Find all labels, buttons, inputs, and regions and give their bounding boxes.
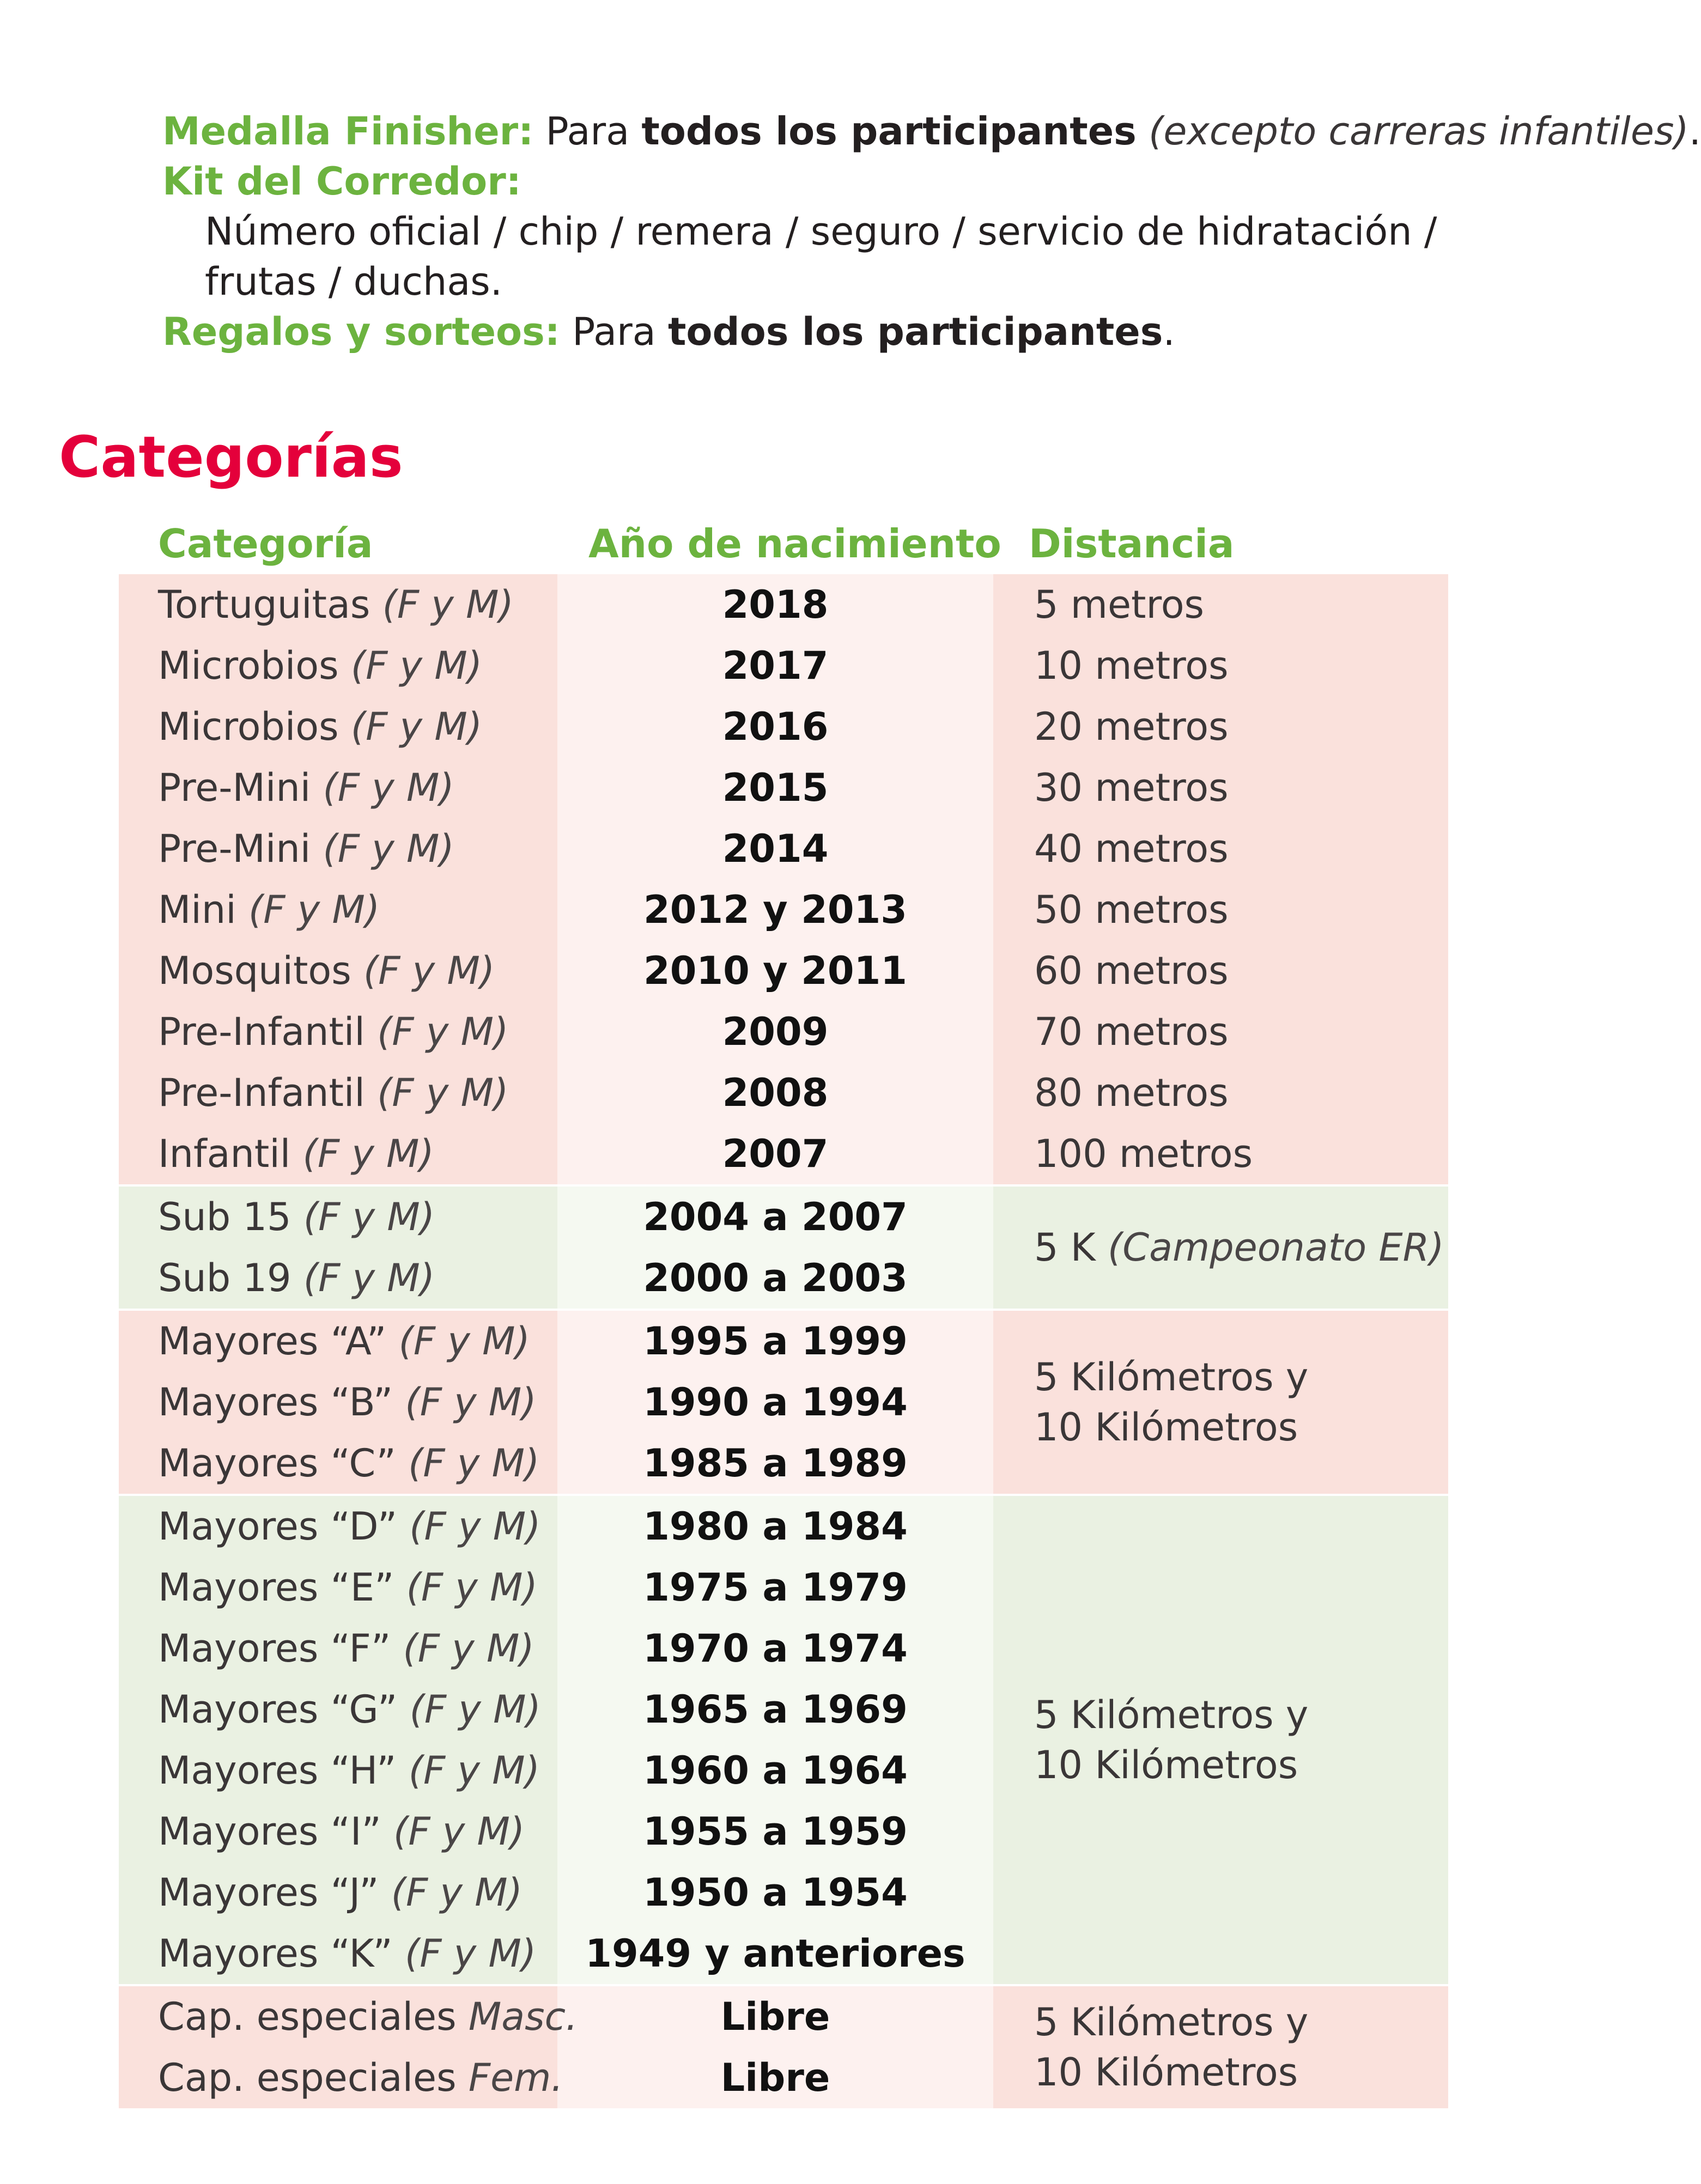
category-sex: (F y M) bbox=[350, 704, 483, 749]
category-name: Sub 15 bbox=[158, 1195, 291, 1239]
category-cell bbox=[158, 1372, 537, 1433]
header-categoria: Categoría bbox=[158, 521, 373, 567]
birth-year-cell: 2009 bbox=[722, 1009, 829, 1054]
category-sex: (F y M) bbox=[408, 1748, 540, 1793]
table-row bbox=[119, 1618, 1448, 1679]
birth-year-cell: 1949 y anteriores bbox=[585, 1931, 965, 1976]
medalla-label: Medalla Finisher: bbox=[162, 109, 534, 154]
category-sex: (F y M) bbox=[409, 1687, 541, 1732]
group-distance-text: 10 Kilómetros bbox=[1034, 2050, 1298, 2095]
category-name: Mayores “K” bbox=[158, 1931, 393, 1976]
category-sex: (F y M) bbox=[350, 643, 483, 688]
category-sex: (F y M) bbox=[377, 1009, 509, 1054]
category-sex: Masc. bbox=[468, 1994, 578, 2039]
category-cell bbox=[158, 940, 495, 1001]
category-group-2 bbox=[119, 1187, 1448, 1309]
category-name: Sub 19 bbox=[158, 1256, 291, 1300]
category-name: Microbios bbox=[158, 643, 339, 688]
category-sex: (F y M) bbox=[363, 948, 495, 993]
birth-year-cell: Libre bbox=[720, 1994, 830, 2039]
birth-year-cell: 2000 a 2003 bbox=[643, 1256, 908, 1300]
group-distance-note: (Campeonato ER) bbox=[1107, 1225, 1444, 1270]
category-sex: (F y M) bbox=[398, 1319, 530, 1364]
group-distance-line bbox=[1034, 1222, 1444, 1273]
category-cell bbox=[158, 1187, 435, 1248]
birth-year-cell: 1995 a 1999 bbox=[643, 1319, 908, 1364]
table-row bbox=[119, 1557, 1448, 1618]
category-name: Mayores “I” bbox=[158, 1809, 381, 1854]
group-distance-text: 5 Kilómetros y bbox=[1034, 2000, 1309, 2045]
category-name: Mayores “A” bbox=[158, 1319, 387, 1364]
table-row bbox=[119, 940, 1448, 1001]
birth-year-cell: 1970 a 1974 bbox=[643, 1626, 908, 1671]
category-cell bbox=[158, 818, 454, 879]
category-cell bbox=[158, 1986, 578, 2047]
category-name: Microbios bbox=[158, 704, 339, 749]
category-cell bbox=[158, 1679, 541, 1740]
category-cell bbox=[158, 635, 482, 696]
distance-cell: 40 metros bbox=[1034, 826, 1229, 871]
table-row bbox=[119, 818, 1448, 879]
distance-cell: 20 metros bbox=[1034, 704, 1229, 749]
category-cell bbox=[158, 1862, 523, 1923]
category-name: Mayores “D” bbox=[158, 1504, 397, 1549]
category-name: Mayores “J” bbox=[158, 1870, 379, 1915]
category-name: Mayores “C” bbox=[158, 1441, 396, 1486]
group-distance-text: 5 Kilómetros y bbox=[1034, 1693, 1309, 1737]
group-distance-line bbox=[1034, 2047, 1308, 2097]
category-sex: (F y M) bbox=[248, 887, 380, 932]
medalla-end: . bbox=[1688, 109, 1701, 154]
table-row bbox=[119, 1496, 1448, 1557]
category-cell bbox=[158, 1001, 508, 1062]
category-sex: (F y M) bbox=[382, 582, 514, 627]
category-sex: (F y M) bbox=[406, 1565, 538, 1610]
category-sex: (F y M) bbox=[409, 1504, 541, 1549]
birth-year-cell: 2012 y 2013 bbox=[643, 887, 908, 932]
table-row bbox=[119, 1862, 1448, 1923]
birth-year-cell: 2008 bbox=[722, 1070, 829, 1115]
category-sex: (F y M) bbox=[302, 1131, 434, 1176]
category-name: Mini bbox=[158, 887, 236, 932]
medalla-text-2 bbox=[1137, 109, 1149, 154]
kit-line-1: Número oficial / chip / remera / seguro / servicio de hidratación / bbox=[205, 209, 1437, 254]
category-sex: (F y M) bbox=[323, 826, 454, 871]
distance-cell: 30 metros bbox=[1034, 765, 1229, 810]
kit-line-2: frutas / duchas. bbox=[205, 259, 502, 304]
table-row bbox=[119, 696, 1448, 757]
group-distance-line bbox=[1034, 1690, 1308, 1740]
category-sex: (F y M) bbox=[405, 1380, 537, 1425]
section-title: Categorías bbox=[59, 424, 403, 490]
table-row bbox=[119, 757, 1448, 818]
category-sex: (F y M) bbox=[393, 1809, 525, 1854]
table-row bbox=[119, 1001, 1448, 1062]
category-group-1 bbox=[119, 574, 1448, 1184]
distance-cell: 80 metros bbox=[1034, 1070, 1229, 1115]
birth-year-cell: 1975 a 1979 bbox=[643, 1565, 908, 1610]
category-cell bbox=[158, 1801, 525, 1862]
group-distance-text: 10 Kilómetros bbox=[1034, 1743, 1298, 1787]
category-name: Cap. especiales bbox=[158, 1994, 457, 2039]
category-sex: (F y M) bbox=[403, 1626, 534, 1671]
category-sex: (F y M) bbox=[303, 1195, 435, 1239]
category-cell bbox=[158, 1433, 539, 1494]
category-name: Mayores “G” bbox=[158, 1687, 398, 1732]
birth-year-cell: Libre bbox=[720, 2055, 830, 2100]
group-distance-line bbox=[1034, 1352, 1308, 1402]
regalos-text-1: Para bbox=[560, 309, 668, 354]
category-sex: Fem. bbox=[468, 2055, 563, 2100]
category-cell bbox=[158, 1923, 536, 1984]
birth-year-cell: 1960 a 1964 bbox=[643, 1748, 908, 1793]
birth-year-cell: 1985 a 1989 bbox=[643, 1441, 908, 1486]
category-group-4 bbox=[119, 1496, 1448, 1984]
birth-year-cell: 1965 a 1969 bbox=[643, 1687, 908, 1732]
table-row bbox=[119, 1801, 1448, 1862]
medalla-italic: (excepto carreras infantiles) bbox=[1149, 109, 1689, 154]
medalla-line bbox=[162, 106, 1701, 156]
category-cell bbox=[158, 1496, 540, 1557]
category-cell bbox=[158, 2047, 563, 2108]
category-name: Mayores “E” bbox=[158, 1565, 394, 1610]
table-row bbox=[119, 574, 1448, 635]
regalos-line bbox=[162, 307, 1524, 357]
table-row bbox=[119, 1923, 1448, 1984]
category-name: Pre-Infantil bbox=[158, 1070, 365, 1115]
category-sex: (F y M) bbox=[377, 1070, 509, 1115]
group-distance bbox=[1034, 1690, 1308, 1790]
medalla-bold: todos los participantes bbox=[641, 109, 1137, 154]
group-distance bbox=[1034, 1997, 1308, 2097]
category-cell bbox=[158, 574, 514, 635]
category-name: Pre-Mini bbox=[158, 826, 311, 871]
distance-cell: 50 metros bbox=[1034, 887, 1229, 932]
table-row bbox=[119, 1123, 1448, 1184]
birth-year-cell: 2017 bbox=[722, 643, 829, 688]
birth-year-cell: 2016 bbox=[722, 704, 829, 749]
category-name: Infantil bbox=[158, 1131, 291, 1176]
category-cell bbox=[158, 1740, 540, 1801]
regalos-end: . bbox=[1163, 309, 1175, 354]
category-sex: (F y M) bbox=[404, 1931, 537, 1976]
category-name: Cap. especiales bbox=[158, 2055, 457, 2100]
category-name: Pre-Mini bbox=[158, 765, 311, 810]
group-distance bbox=[1034, 1222, 1444, 1273]
birth-year-cell: 2010 y 2011 bbox=[643, 948, 908, 993]
birth-year-cell: 1990 a 1994 bbox=[643, 1380, 908, 1425]
group-distance-line bbox=[1034, 1402, 1308, 1452]
group-distance-line bbox=[1034, 1997, 1308, 2047]
category-cell bbox=[158, 1557, 538, 1618]
medalla-text-1: Para bbox=[533, 109, 642, 154]
category-name: Mosquitos bbox=[158, 948, 351, 993]
group-distance-text: 5 Kilómetros y bbox=[1034, 1355, 1309, 1400]
benefits-list bbox=[162, 106, 1701, 357]
category-name: Mayores “B” bbox=[158, 1380, 393, 1425]
category-group-3 bbox=[119, 1311, 1448, 1494]
category-sex: (F y M) bbox=[408, 1441, 540, 1486]
header-distancia: Distancia bbox=[1029, 521, 1235, 567]
category-sex: (F y M) bbox=[303, 1256, 435, 1300]
category-cell bbox=[158, 1618, 534, 1679]
category-cell bbox=[158, 757, 454, 818]
category-cell bbox=[158, 1311, 530, 1372]
category-name: Tortuguitas bbox=[158, 582, 370, 627]
table-row bbox=[119, 635, 1448, 696]
kit-label: Kit del Corredor: bbox=[162, 159, 521, 204]
category-cell bbox=[158, 696, 482, 757]
distance-cell: 5 metros bbox=[1034, 582, 1205, 627]
birth-year-cell: 1955 a 1959 bbox=[643, 1809, 908, 1854]
group-distance-text: 5 K bbox=[1034, 1225, 1108, 1270]
regalos-bold: todos los participantes bbox=[667, 309, 1163, 354]
regalos-label: Regalos y sorteos: bbox=[162, 309, 560, 354]
birth-year-cell: 2015 bbox=[722, 765, 829, 810]
table-row bbox=[119, 879, 1448, 940]
category-sex: (F y M) bbox=[323, 765, 454, 810]
birth-year-cell: 1950 a 1954 bbox=[643, 1870, 908, 1915]
category-cell bbox=[158, 879, 380, 940]
birth-year-cell: 2018 bbox=[722, 582, 829, 627]
group-distance-text: 10 Kilómetros bbox=[1034, 1405, 1298, 1450]
category-cell bbox=[158, 1123, 434, 1184]
birth-year-cell: 2007 bbox=[722, 1131, 829, 1176]
distance-cell: 60 metros bbox=[1034, 948, 1229, 993]
category-name: Mayores “F” bbox=[158, 1626, 391, 1671]
header-ano: Año de nacimiento bbox=[588, 521, 1001, 567]
category-name: Pre-Infantil bbox=[158, 1009, 365, 1054]
category-name: Mayores “H” bbox=[158, 1748, 397, 1793]
group-distance bbox=[1034, 1352, 1308, 1452]
category-group-5 bbox=[119, 1986, 1448, 2108]
birth-year-cell: 2014 bbox=[722, 826, 829, 871]
distance-cell: 100 metros bbox=[1034, 1131, 1253, 1176]
distance-cell: 10 metros bbox=[1034, 643, 1229, 688]
birth-year-cell: 2004 a 2007 bbox=[643, 1195, 908, 1239]
table-row bbox=[119, 1062, 1448, 1123]
distance-cell: 70 metros bbox=[1034, 1009, 1229, 1054]
category-cell bbox=[158, 1248, 435, 1309]
category-cell bbox=[158, 1062, 508, 1123]
group-distance-line bbox=[1034, 1740, 1308, 1790]
birth-year-cell: 1980 a 1984 bbox=[643, 1504, 908, 1549]
category-sex: (F y M) bbox=[391, 1870, 523, 1915]
